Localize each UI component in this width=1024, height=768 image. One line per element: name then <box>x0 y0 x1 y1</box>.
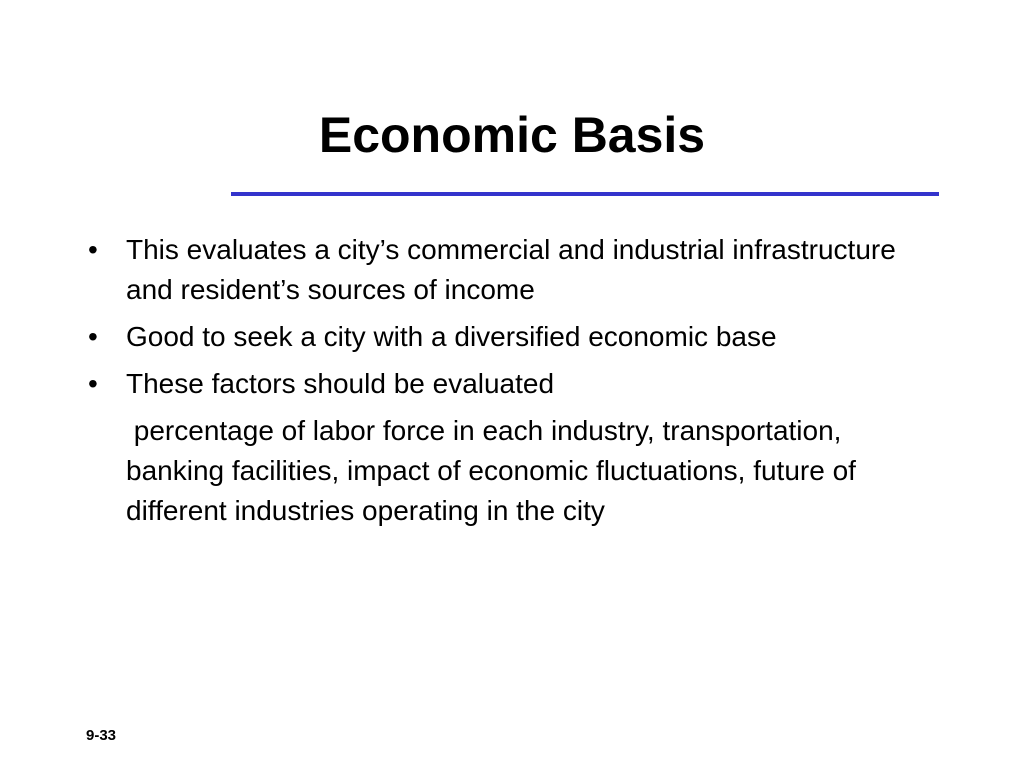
bullet-item <box>86 364 906 404</box>
bullet-dot: • <box>88 368 98 399</box>
slide-number: 9-33 <box>86 727 117 744</box>
bullet-dot: • <box>88 321 98 352</box>
sub-paragraph: percentage of labor force in each industry, transportation, banking facilities, impact of economic fluctuations, future of different industries operating in the city <box>126 415 864 526</box>
title-underline <box>231 192 939 196</box>
bullet-item <box>86 317 906 357</box>
bullet-text: Good to seek a city with a diversified economic base <box>126 321 777 352</box>
bullet-dot: • <box>88 234 98 265</box>
bullet-list <box>86 230 906 531</box>
bullet-item <box>86 230 906 310</box>
bullet-text: These factors should be evaluated <box>126 368 555 399</box>
bullet-text: This evaluates a city’s commercial and industrial infrastructure and resident’s sources of income <box>126 234 896 305</box>
slide-title: Economic Basis <box>318 107 706 163</box>
